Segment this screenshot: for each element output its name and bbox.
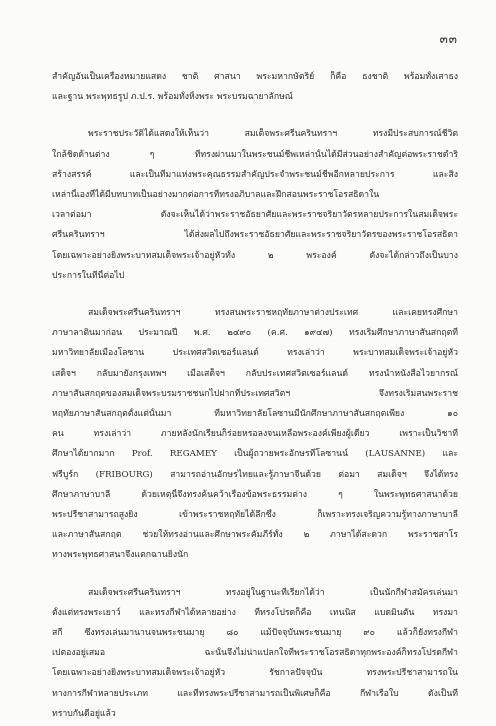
text-line: และภาษาสันสกฤต ช่วยให้ทรงอ่านและศึกษาพระคัมภีร์ทั้ง ๒ ภาษาได้สะดวก พระราชสาโร bbox=[52, 530, 458, 540]
text-line: ศึกษาภาษาบาลี ด้วยเหตุนี้จึงทรงค้นคว้าเรื่องข้อพระธรรมต่าง ๆ ในพระพุทธศาสนาด้วย bbox=[52, 490, 458, 500]
text-line: เปตองอยู่เสมอ ฉะนั้นจึงไม่น่าแปลกใจที่พระราชโอรสธิดาทุกพระองค์ก็ทรงโปรดกีฬา bbox=[52, 648, 458, 658]
text-line: โดยเฉพาะอย่างยิ่งพระบาทสมเด็จพระเจ้าอยู่หัวทั้ง ๒ พระองค์ ดังจะได้กล่าวถึงเป็นบาง bbox=[52, 251, 458, 261]
text-line: ประการในที่นี้ต่อไป bbox=[52, 271, 125, 281]
text-line: มหาวิทยาลัยเมืองโลซาน ประเทศสวิตเซอร์แลนด์ ทรงเล่าว่า พระบาทสมเด็จพระเจ้าอยู่หัว bbox=[52, 348, 458, 358]
text-line: เวลาต่อมา ดังจะเห็นได้ว่าพระราชอัธยาศัยและพระราชจริยาวัตรหลายประการในสมเด็จพระ bbox=[52, 210, 458, 220]
text-line: คน ทรงเล่าว่า ภายหลังนักเรียนก็ร่อยหรอลงจนเหลือพระองค์เพียงผู้เดียว เพราะเป็นวิชาที่ bbox=[52, 429, 458, 439]
text-line: สกี ซึ่งทรงเล่นมานานจนพระชนมายุ ๘๐ แม้ปัจจุบันพระชนมายุ ๙๐ แล้วก็ยังทรงกีฬา bbox=[52, 628, 458, 638]
text-line: ตั้งแต่ทรงพระเยาว์ และทรงกีฬาได้หลายอย่าง ที่ทรงโปรดก็คือ เทนนิส แบดมินตัน ทรงมา bbox=[52, 608, 458, 618]
text-line: ศึกษาได้ยากมาก Prof. REGAMEY เป็นผู้ถวายพระอักษรที่โลซานน์ (LAUSANNE) และ bbox=[52, 449, 458, 459]
text-line: เสด็จฯ กลับมายังกรุงเทพฯ เมื่อเสด็จฯ กลับประเทศสวิตเซอร์แลนด์ ทรงนำหนังสือไวยากรณ์ bbox=[52, 369, 458, 379]
text-line: ทางพระพุทธศาสนาจึงแตกฉานยิ่งนัก bbox=[52, 550, 189, 560]
text-line: สร้างสรรค์ และเป็นที่มาแห่งพระคุณธรรมสำคัญประจำพระชนม์ชีพอีกหลายประการ และสิ่ง bbox=[52, 170, 458, 180]
text-line: เหล่านี้เองที่ได้มีบทบาทเป็นอย่างมากต่อการที่ทรงอภิบาลและฝึกสอนพระราชโอรสธิดาใน bbox=[52, 190, 380, 200]
text-line: ภาษาลาตินมาก่อน ประมาณปี พ.ศ. ๒๔๙๐ (ค.ศ. ๑๙๔๗) ทรงเริ่มศึกษาภาษาสันสกฤตที่ bbox=[52, 328, 458, 338]
text-line: ภาษาสันสกฤตของสมเด็จพระบรมราชชนกไปฝากที่ประเทศสวิตฯ จึงทรงเริ่มสนพระราช bbox=[52, 389, 458, 399]
text-line: หฤทัยภาษาสันสกฤตตั้งแต่นั้นมา ที่มหาวิทยาลัยโลซานมีนักศึกษาภาษาสันสกฤตเพียง ๑๐ bbox=[52, 409, 458, 419]
text-line: สมเด็จพระศรีนครินทราฯ ทรงอยู่ในฐานะที่เรียกได้ว่า เป็นนักกีฬาสมัครเล่นมา bbox=[88, 588, 458, 598]
text-line: และฐาน พระพุทธรูป ภ.ป.ร. พร้อมทั้งหิ้งพระ พระบรมฉายาลักษณ์ bbox=[52, 92, 293, 102]
text-line: โดยเฉพาะอย่างยิ่งพระบาทสมเด็จพระเจ้าอยู่หัว รัชกาลปัจจุบัน ทรงพระปรีชาสามารถใน bbox=[52, 668, 458, 678]
text-line: สำคัญอันเป็นเครื่องหมายแสดง ชาติ ศาสนา พระมหากษัตริย์ ก็คือ ธงชาติ พร้อมทั้งเสาธง bbox=[52, 72, 458, 82]
text-line: ใกล้ชิดด้านต่าง ๆ ที่ทรงผ่านมาในพระชนม์ชีพเหล่านั้นได้มีส่วนอย่างสำคัญต่อพระราชดำริ bbox=[52, 150, 458, 160]
text-line: ฟรีบูร์ก (FRIBOURG) สามารถอ่านอักษรไทยและรู้ภาษาจีนด้วย ต่อมา สมเด็จฯ จึงได้ทรง bbox=[52, 470, 458, 480]
text-line: ทางการกีฬาหลายประเภท และที่ทรงพระปรีชาสามารถเป็นพิเศษก็คือ กีฬาเรือใบ ดังเป็นที่ bbox=[52, 689, 458, 699]
text-line: ศรีนครินทราฯ ได้ส่งผลไปถึงพระราชอัธยาศัยและพระราชจริยาวัตรของพระราชโอรสธิดา bbox=[52, 230, 458, 240]
text-line: พระปรีชาสามารถสูงยิ่ง เข้าพระราชหฤทัยได้ลึกซึ้ง ก็เพราะทรงเจริญความรู้ทางภาษาบาลี bbox=[52, 510, 458, 520]
text-line: พระราชประวัติได้แสดงให้เห็นว่า สมเด็จพระศรีนครินทราฯ ทรงมีประสบการณ์ชีวิต bbox=[88, 129, 458, 139]
page-number: ๓๓ bbox=[439, 32, 458, 46]
text-line: ทราบกันดีอยู่แล้ว bbox=[52, 709, 116, 719]
text-line: สมเด็จพระศรีนครินทราฯ ทรงสนพระราชหฤทัยภาษาต่างประเทศ และเคยทรงศึกษา bbox=[88, 308, 458, 318]
